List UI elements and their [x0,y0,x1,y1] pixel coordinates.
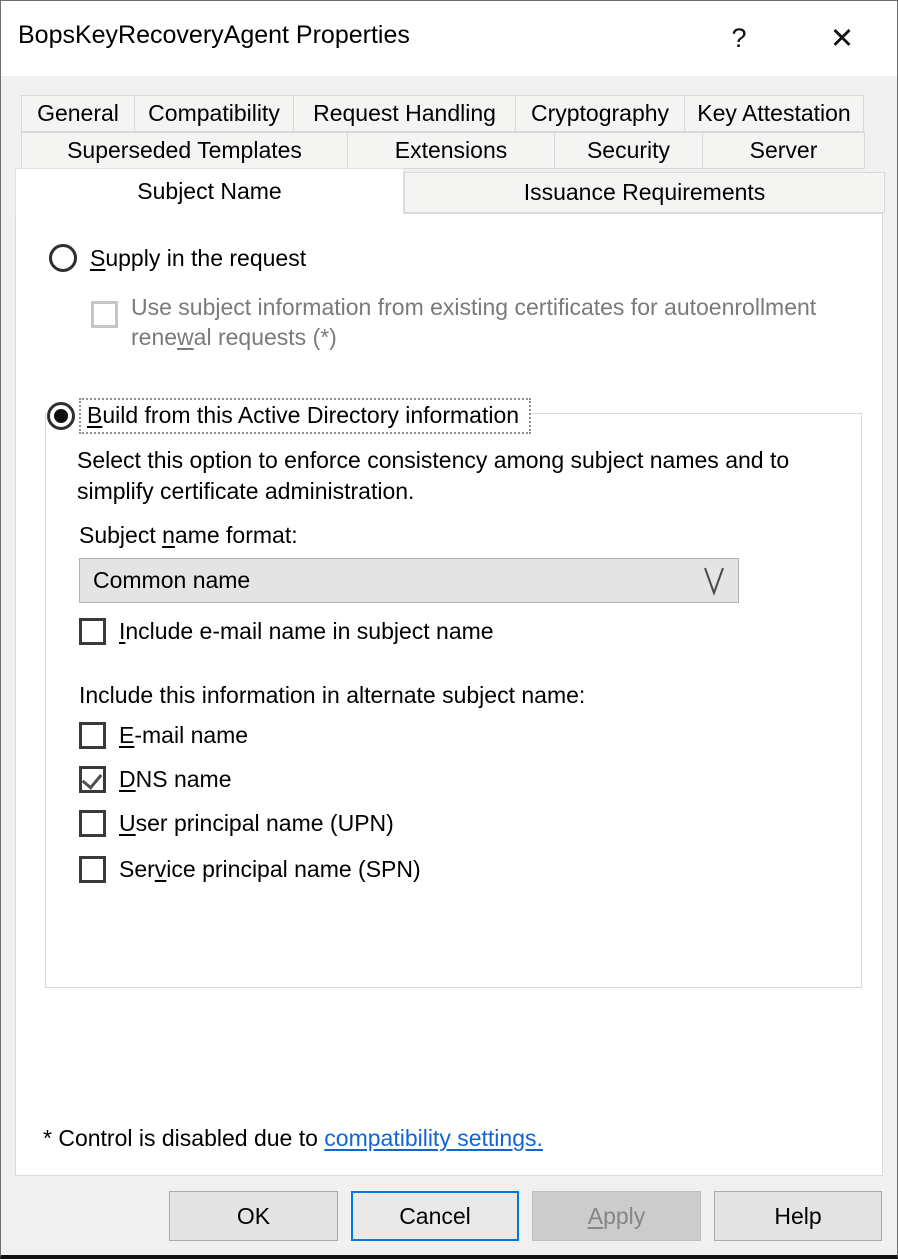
tab-security[interactable]: Security [554,132,703,169]
spn-label: Service principal name (SPN) [119,856,421,882]
subject-name-tab-panel [15,213,883,1176]
cancel-button[interactable]: Cancel [351,1191,519,1241]
tab-key-attestation[interactable]: Key Attestation [684,95,864,132]
chevron-down-icon [702,566,726,602]
dns-name-option[interactable] [79,766,232,793]
tab-row-3 [404,172,885,213]
tab-subject-name[interactable]: Subject Name [15,168,404,215]
email-name-option[interactable] [79,722,248,749]
tab-general[interactable]: General [21,95,135,132]
spn-checkbox[interactable] [79,856,106,883]
help-button[interactable]: Help [714,1191,882,1241]
alternate-subject-label: Include this information in alternate subject name: [79,682,586,708]
subject-name-format-dropdown[interactable] [79,558,739,603]
dns-name-label: DNS name [119,766,232,792]
include-email-label: Include e-mail name in subject name [119,618,494,644]
email-name-checkbox[interactable] [79,722,106,749]
close-icon[interactable]: ✕ [819,15,865,61]
tab-compatibility[interactable]: Compatibility [134,95,294,132]
tab-request-handling[interactable]: Request Handling [293,95,516,132]
dns-name-checkbox[interactable] [79,766,106,793]
upn-checkbox[interactable] [79,810,106,837]
build-description: Select this option to enforce consistency among subject names and to simplify certificate administration. [77,447,790,504]
supply-in-request-option[interactable] [49,244,306,272]
ok-button[interactable]: OK [169,1191,338,1241]
spn-option[interactable] [79,856,421,883]
compatibility-settings-link[interactable]: compatibility settings. [324,1125,543,1151]
help-icon[interactable]: ? [716,15,762,61]
email-name-label: E-mail name [119,722,249,748]
build-from-ad-option[interactable] [47,398,531,434]
apply-button[interactable]: A pply [532,1191,701,1241]
tab-issuance-requirements[interactable]: Issuance Requirements [404,172,885,213]
upn-option[interactable] [79,810,394,837]
tab-superseded-templates[interactable]: Superseded Templates [21,132,348,169]
subject-name-format-label: Subject name format: [79,522,298,548]
autoenroll-renewal-label: Use subject information from existing certificates for autoenrollment renewal requests (*) [131,294,817,350]
tab-cryptography[interactable]: Cryptography [515,95,685,132]
build-from-ad-label: Build from this Active Directory information [79,398,531,434]
autoenroll-renewal-checkbox [91,301,118,328]
titlebar [1,1,897,76]
include-email-option[interactable] [79,618,494,645]
autoenroll-renewal-option [91,292,851,352]
footnote-text: * Control is disabled due to [43,1125,325,1151]
supply-in-request-label: Supply in the request [90,245,307,271]
supply-in-request-radio[interactable] [49,244,77,272]
include-email-checkbox[interactable] [79,618,106,645]
subject-name-format-value: Common name [93,567,251,593]
dialog-title: BopsKeyRecoveryAgent Properties [18,21,410,49]
build-from-ad-radio[interactable] [47,402,75,430]
tab-row-1 [21,95,864,132]
tab-extensions[interactable]: Extensions [347,132,555,169]
upn-label: User principal name (UPN) [119,810,394,836]
tab-server[interactable]: Server [702,132,865,169]
tab-row-2 [21,132,865,169]
compatibility-footnote [43,1125,543,1152]
